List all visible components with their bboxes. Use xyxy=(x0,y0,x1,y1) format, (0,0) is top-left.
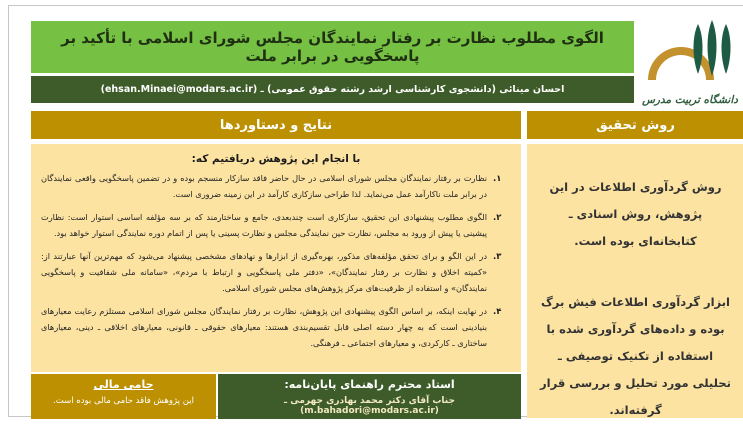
sponsor-title: حامی مالی xyxy=(93,378,154,391)
finding-item xyxy=(41,210,511,242)
supervisor-title: استاد محترم راهنمای پایان‌نامه: xyxy=(284,378,455,391)
method-section-title: روش تحقیق xyxy=(596,117,675,133)
results-section-title: نتایج و دستاوردها xyxy=(219,117,333,133)
finding-number: ۳. xyxy=(493,251,502,262)
sponsor-text: این پژوهش فاقد حامی مالی بوده است. xyxy=(53,396,194,406)
university-name: دانشگاه تربیت مدرس xyxy=(642,94,738,106)
finding-text: در این الگو و برای تحقق مؤلفه‌های مذکور، بهره‌گیری از ابزارها و نهادهای مشخصی پیشنهاد می‌شود که مهم‌ترین آنها عبارتند از: «کمیته اخلاق و نظارت بر رفتار نمایندگان»، «دفتر ملی پاسخگویی و ارتباط با مردم»، «سامانه ملی شفافیت و پاسخگویی نمایندگان» و استفاده از ظرفیت‌های مرکز پژوهش‌های مجلس شورای اسلامی. xyxy=(41,250,487,293)
poster-title: الگوی مطلوب نظارت بر رفتار نمایندگان مجلس شورای اسلامی با تأکید بر پاسخگویی در برابر ملت xyxy=(61,29,604,65)
finding-text: الگوی مطلوب پیشنهادی این تحقیق، سازکاری است چندبعدی، جامع و ساختارمند که بر سه مؤلفه اساسی استوار است: نظارت پیشینی یا پیش از ورود به مجلس، نظارت حین نمایندگی مجلس و نظارت پسینی یا پس از اتمام دوره نمایندگی استوار خواهد بود. xyxy=(41,211,487,238)
finding-number: ۲. xyxy=(493,212,502,223)
poster-page xyxy=(8,5,743,417)
university-logo-icon xyxy=(642,18,738,106)
results-subtitle: با انجام این پژوهش دریافتیم که: xyxy=(191,153,361,165)
method-paragraph: ابزار گردآوری اطلاعات فیش برگ بوده و داده‌های گردآوری شده با استفاده از تکنیک توصیفی ـ تحلیلی مورد تحلیل و بررسی قرار گرفته‌اند. xyxy=(540,295,731,418)
results-section-header xyxy=(31,111,521,139)
results-panel xyxy=(31,144,521,372)
method-panel xyxy=(527,144,743,418)
finding-item xyxy=(41,304,511,352)
finding-number: ۴. xyxy=(493,306,502,317)
method-paragraph: روش گردآوری اطلاعات در این پژوهش، روش اسنادی ـ کتابخانه‌ای بوده است. xyxy=(549,180,722,249)
sponsor-box xyxy=(31,374,216,419)
finding-number: ۱. xyxy=(493,174,502,184)
finding-item xyxy=(41,249,511,297)
finding-item xyxy=(41,171,511,203)
method-section-header xyxy=(527,111,743,139)
supervisor-text: جناب آقای دکتر محمد بهادری جهرمی ـ (m.bahadori@modars.ac.ir) xyxy=(284,396,455,416)
finding-text: در نهایت اینکه، بر اساس الگوی پیشنهادی این پژوهش، نظارت بر رفتار نمایندگان مجلس شورای اسلامی مستلزم رعایت معیارهای بنیادینی است که به چهار دسته اصلی قابل تقسیم‌بندی هستند: معیارهای حقوقی ـ قانونی، معیارهای اخلاقی ـ دینی، معیارهای ساختاری ـ کارکردی، و معیارهای اجتماعی ـ فرهنگی. xyxy=(41,305,487,348)
supervisor-box xyxy=(218,374,521,419)
author-bar xyxy=(31,76,634,103)
finding-text: نظارت بر رفتار نمایندگان مجلس شورای اسلامی در حال حاضر فاقد سازکار منسجم بوده و در تضمین پاسخگویی واقعی نمایندگان در برابر ملت ناکارآمد عمل می‌نماید. لذا طراحی سازکاری کارآمد در این زمینه ضروری است. xyxy=(41,173,487,199)
author-line: احسان مینائی (دانشجوی کارشناسی ارشد رشته حقوق عمومی) ـ (ehsan.Minaei@modars.ac.ir) xyxy=(100,84,565,95)
university-logo xyxy=(642,18,738,106)
poster-title-bar xyxy=(31,21,634,73)
findings-list xyxy=(41,171,511,352)
